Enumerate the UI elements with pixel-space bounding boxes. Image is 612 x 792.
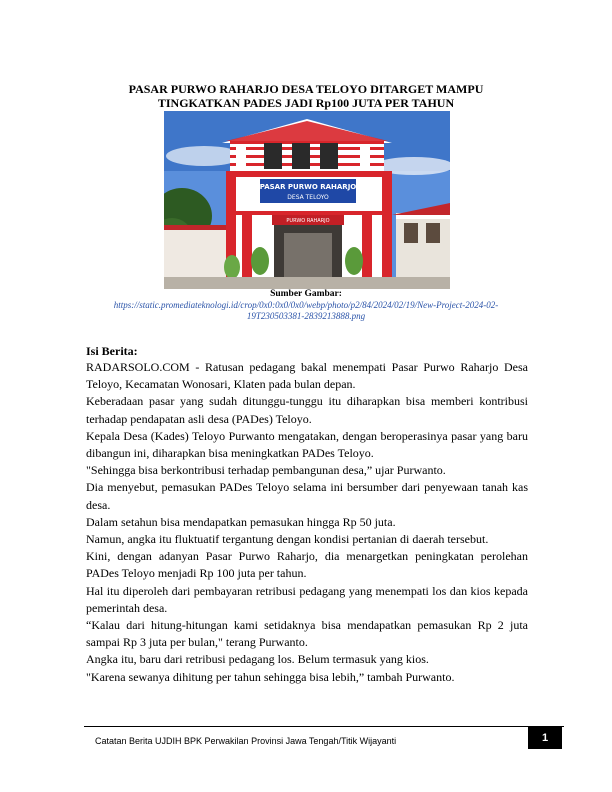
image-source-link[interactable]: https://static.promediateknologi.id/crop/0x0:0x0/0x0/webp/photo/p2/84/2024/02/19/New-Project-2024-02-19T230503381-2839213888.png: [113, 300, 499, 321]
paragraph: "Sehingga bisa berkontribusi terhadap pembangunan desa,” ujar Purwanto.: [86, 463, 446, 478]
paragraph: Dia menyebut, pemasukan PADes Teloyo selama ini bersumber dari penyewaan tanah kas desa.: [86, 480, 528, 512]
section-label: Isi Berita:: [86, 344, 138, 358]
paragraph: Keberadaan pasar yang sudah ditunggu-tunggu itu diharapkan bisa memberi kontribusi terhadap pendapatan asli desa (PADes) Teloyo.: [86, 394, 528, 426]
title-line-2: TINGKATKAN PADES JADI Rp100 JUTA PER TAHUN: [157, 95, 455, 110]
paragraph: Angka itu, baru dari retribusi pedagang los. Belum termasuk yang kios.: [86, 652, 429, 667]
image-source-label: Sumber Gambar:: [270, 289, 342, 299]
footer-text: Catatan Berita UJDIH BPK Perwakilan Provinsi Jawa Tengah/Titik Wijayanti: [95, 736, 397, 746]
paragraph: Namun, angka itu fluktuatif tergantung dengan kondisi pertanian di daerah tersebut.: [86, 532, 489, 547]
page-number: 1: [528, 726, 562, 749]
paragraph: Kepala Desa (Kades) Teloyo Purwanto mengatakan, dengan beroperasinya pasar yang baru dibangun ini, diharapkan bisa meningkatkan PADes Teloyo.: [86, 428, 528, 461]
paragraph: Dalam setahun bisa mendapatkan pemasukan hingga Rp 50 juta.: [86, 514, 396, 529]
paragraph: Kini, dengan adanyan Pasar Purwo Raharjo, dia menargetkan peningkatan perolehan PADes Teloyo menjadi Rp 100 juta per tahun.: [86, 549, 528, 581]
svg-text:DESA TELOYO: DESA TELOYO: [287, 194, 329, 201]
article-body: [86, 359, 528, 686]
svg-text:PURWO RAHARJO: PURWO RAHARJO: [286, 218, 330, 224]
footer-divider: [84, 726, 564, 727]
paragraph: RADARSOLO.COM - Ratusan pedagang bakal menempati Pasar Purwo Raharjo Desa Teloyo, Kecamatan Wonosari, Klaten pada bulan depan.: [86, 360, 528, 392]
market-building-photo: [164, 111, 450, 289]
paragraph: Hal itu diperoleh dari pembayaran retribusi pedagang yang menempati los dan kios kepada pemerintah desa.: [86, 583, 528, 615]
banner-text-1: PASAR PURWO RAHARJO: [259, 183, 357, 191]
article-title: [86, 83, 526, 110]
title-line-1: PASAR PURWO RAHARJO DESA TELOYO DITARGET MAMPU: [128, 82, 484, 96]
paragraph: "Karena sewanya dihitung per tahun sehingga bisa lebih,” tambah Purwanto.: [86, 669, 455, 684]
paragraph: “Kalau dari hitung-hitungan kami setidaknya bisa mendapatkan pemasukan Rp 2 juta sampai Rp 3 juta per bulan," terang Purwanto.: [86, 618, 528, 650]
